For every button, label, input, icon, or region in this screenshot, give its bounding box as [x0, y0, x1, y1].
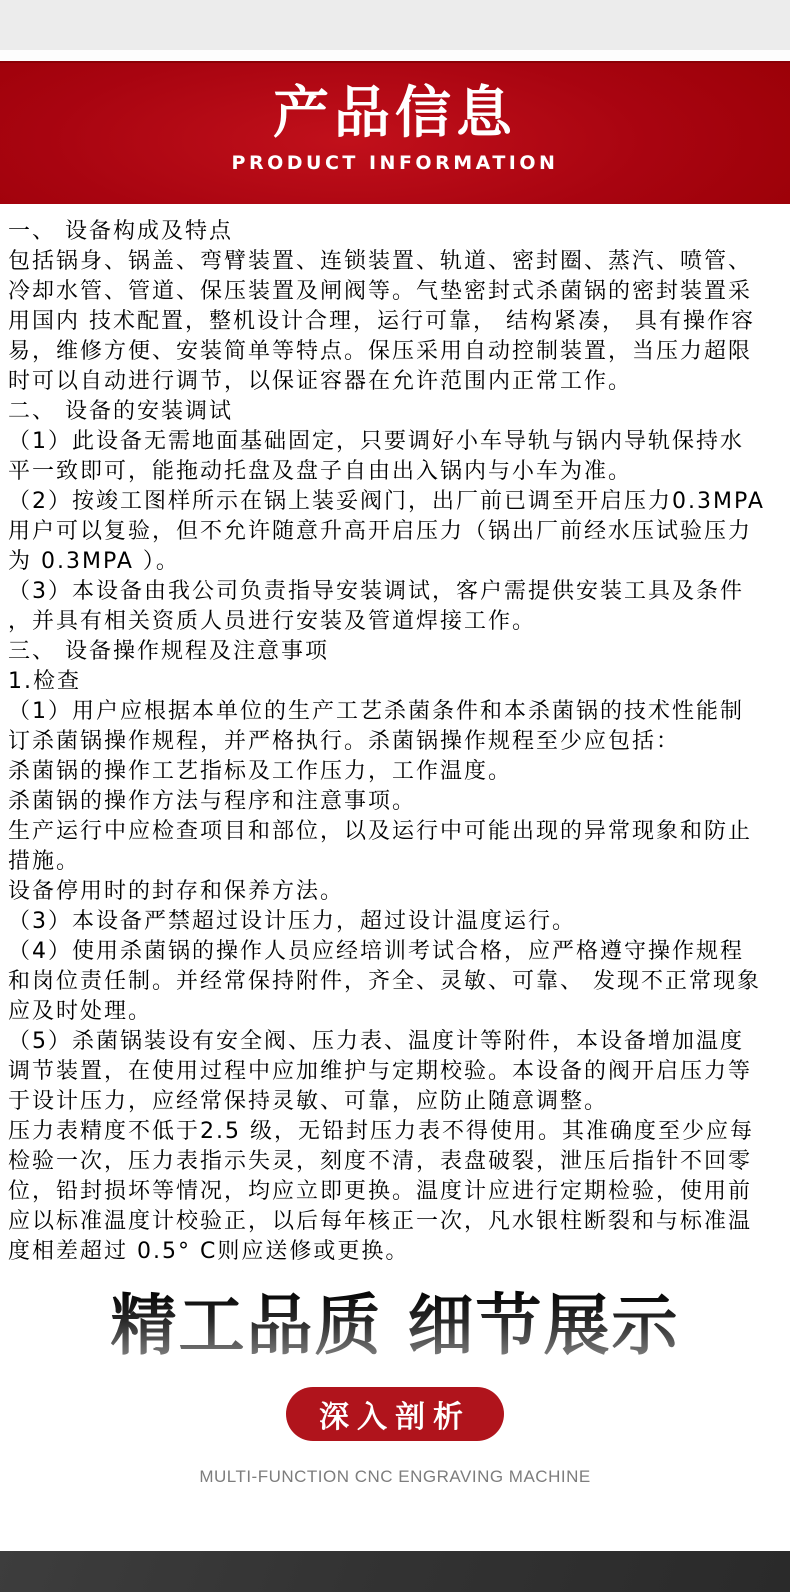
description-line: 于设计压力，应经常保持灵敏、可靠，应防止随意调整。 [8, 1089, 609, 1114]
description-line: 二、 设备的安装调试 [8, 399, 233, 424]
showcase-title: 精工品质 细节展示 [0, 1285, 790, 1365]
description-line: 调节装置，在使用过程中应加维护与定期校验。本设备的阀开启压力等 [8, 1059, 753, 1084]
description-line: 易，维修方便、安装简单等特点。保压采用自动控制装置，当压力超限 [8, 339, 753, 364]
product-info-banner [0, 61, 790, 204]
description-line: 设备停用时的封存和保养方法。 [8, 879, 345, 904]
description-line: （1）用户应根据本单位的生产工艺杀菌条件和本杀菌锅的技术性能制 [8, 699, 744, 724]
description-line: 1.检查 [8, 669, 81, 694]
description-line: 一、 设备构成及特点 [8, 219, 233, 244]
description-line: （1）此设备无需地面基础固定，只要调好小车导轨与锅内导轨保持水 [8, 429, 744, 454]
description-line: 应以标准温度计校验正，以后每年核正一次，凡水银柱断裂和与标准温 [8, 1209, 753, 1234]
description-line: 平一致即可，能拖动托盘及盘子自由出入锅内与小车为准。 [8, 459, 633, 484]
description-line: 位，铅封损坏等情况，均应立即更换。温度计应进行定期检验，使用前 [8, 1179, 753, 1204]
footer-bar [0, 1551, 790, 1592]
description-line: 应及时处理。 [8, 999, 153, 1024]
description-line: 包括锅身、锅盖、弯臂装置、连锁装置、轨道、密封圈、蒸汽、喷管、 [8, 249, 753, 274]
description-line: （4）使用杀菌锅的操作人员应经培训考试合格，应严格遵守操作规程 [8, 939, 744, 964]
description-line: （2）按竣工图样所示在锅上装妥阀门，出厂前已调至开启压力0.3MPA [8, 489, 765, 514]
deep-analysis-button[interactable]: 深入剖析 [286, 1387, 504, 1441]
description-line: 措施。 [8, 849, 81, 874]
description-line: 度相差超过 0.5° C则应送修或更换。 [8, 1239, 410, 1264]
description-line: 用国内 技术配置，整机设计合理，运行可靠， 结构紧凑， 具有操作容 [8, 309, 755, 334]
description-line: 压力表精度不低于2.5 级，无铅封压力表不得使用。其准确度至少应每 [8, 1119, 754, 1144]
description-line: 用户可以复验，但不允许随意升高开启压力（锅出厂前经水压试验压力 [8, 519, 753, 544]
showcase-caption: MULTI-FUNCTION CNC ENGRAVING MACHINE [199, 1467, 591, 1486]
description-line: 冷却水管、管道、保压装置及闸阀等。气垫密封式杀菌锅的密封装置采 [8, 279, 753, 304]
description-line: 时可以自动进行调节，以保证容器在允许范围内正常工作。 [8, 369, 633, 394]
description-line: ，并具有相关资质人员进行安装及管道焊接工作。 [8, 609, 537, 634]
description-line: 为 0.3MPA ）。 [8, 549, 180, 574]
description-line: （5）杀菌锅装设有安全阀、压力表、温度计等附件，本设备增加温度 [8, 1029, 744, 1054]
description-line: 检验一次，压力表指示失灵，刻度不清，表盘破裂，泄压后指针不回零 [8, 1149, 753, 1174]
description-line: 订杀菌锅操作规程，并严格执行。杀菌锅操作规程至少应包括： [8, 729, 681, 754]
top-gray-strip [0, 0, 790, 50]
description-line: 生产运行中应检查项目和部位，以及运行中可能出现的异常现象和防止 [8, 819, 753, 844]
banner-subtitle: PRODUCT INFORMATION [231, 152, 559, 174]
description-line: 和岗位责任制。并经常保持附件，齐全、灵敏、可靠、 发现不正常现象 [8, 969, 761, 994]
banner-title: 产品信息 [273, 81, 517, 146]
description-line: （3）本设备由我公司负责指导安装调试，客户需提供安装工具及条件 [8, 579, 744, 604]
showcase-section [0, 1285, 790, 1487]
description-line: 杀菌锅的操作工艺指标及工作压力，工作温度。 [8, 759, 513, 784]
description-line: 杀菌锅的操作方法与程序和注意事项。 [8, 789, 417, 814]
product-description [0, 204, 790, 1267]
description-line: （3）本设备严禁超过设计压力，超过设计温度运行。 [8, 909, 576, 934]
description-line: 三、 设备操作规程及注意事项 [8, 639, 329, 664]
top-white-gap [0, 50, 790, 61]
